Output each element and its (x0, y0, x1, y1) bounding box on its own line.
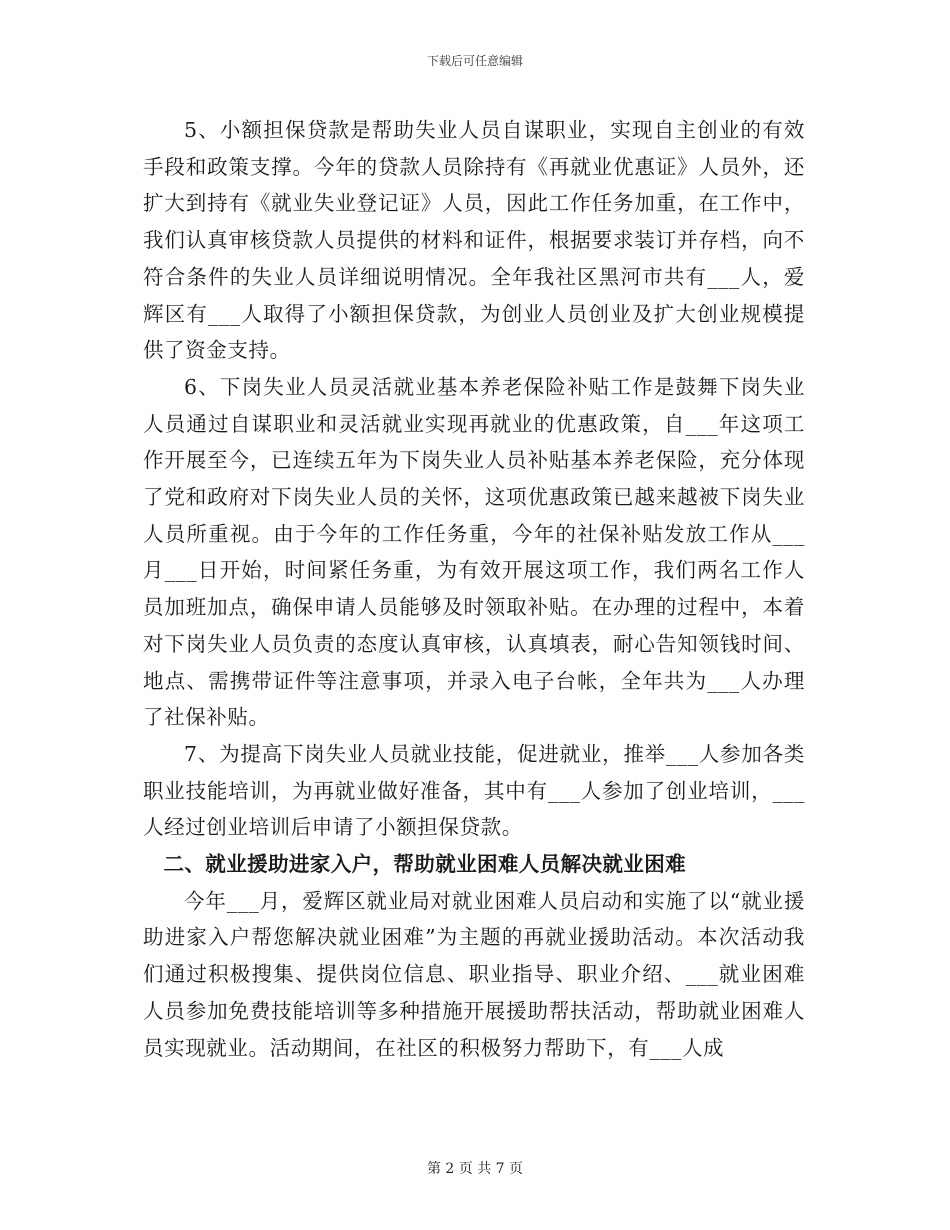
page-number: 第 2 页 共 7 页 (426, 1161, 524, 1177)
page-header: 下载后可任意编辑 (426, 54, 523, 68)
section-heading: 二、就业援助进家入户，帮助就业困难人员解决就业困难 (163, 852, 686, 877)
document-body (143, 112, 805, 1066)
paragraph-7: 7、为提高下岗失业人员就业技能，促进就业，推举___人参加各类职业技能培训，为再就业做好准备，其中有___人参加了创业培训，___人经过创业培训后申请了小额担保贷款。 (143, 741, 805, 840)
section-paragraph: 今年___月，爱辉区就业局对就业困难人员启动和实施了以“就业援助进家入户帮您解决就业困难”为主题的再就业援助活动。本次活动我们通过积极搜集、提供岗位信息、职业指导、职业介绍、___就业困难人员参加免费技能培训等多种措施开展援助帮扶活动，帮助就业困难人员实现就业。活动期间，在社区的积极努力帮助下，有___人成 (143, 888, 805, 1060)
paragraph-6: 6、下岗失业人员灵活就业基本养老保险补贴工作是鼓舞下岗失业人员通过自谋职业和灵活就业实现再就业的优惠政策，自___年这项工作开展至今，已连续五年为下岗失业人员补贴基本养老保险，充分体现了党和政府对下岗失业人员的关怀，这项优惠政策已越来越被下岗失业人员所重视。由于今年的工作任务重，今年的社保补贴发放工作从___月___日开始，时间紧任务重，为有效开展这项工作，我们两名工作人员加班加点，确保申请人员能够及时领取补贴。在办理的过程中，本着对下岗失业人员负责的态度认真审核，认真填表，耐心告知领钱时间、地点、需携带证件等注意事项，并录入电子台帐，全年共为___人办理了社保补贴。 (143, 374, 805, 730)
paragraph-5: 5、小额担保贷款是帮助失业人员自谋职业，实现自主创业的有效手段和政策支撑。今年的贷款人员除持有《再就业优惠证》人员外，还扩大到持有《就业失业登记证》人员，因此工作任务加重，在工作中，我们认真审核贷款人员提供的材料和证件，根据要求装订并存档，向不符合条件的失业人员详细说明情况。全年我社区黑河市共有___人，爱辉区有___人取得了小额担保贷款，为创业人员创业及扩大创业规模提供了资金支持。 (143, 118, 805, 363)
